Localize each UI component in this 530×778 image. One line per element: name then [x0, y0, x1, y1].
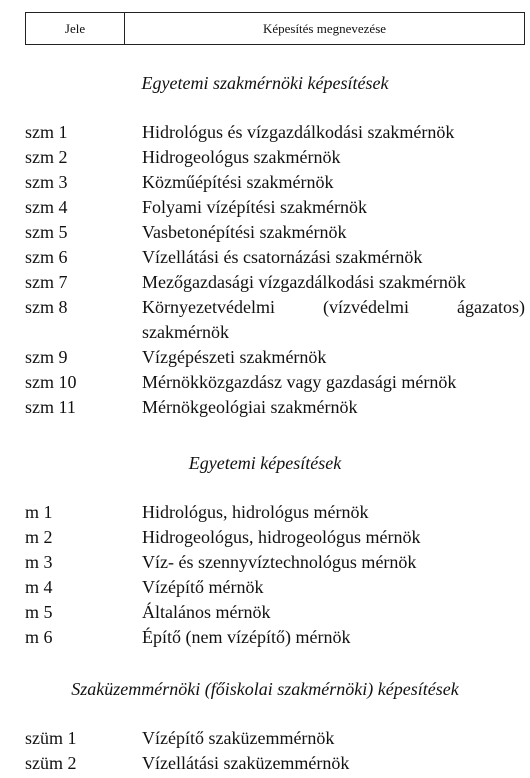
- item-name: Folyami vízépítési szakmérnök: [142, 197, 367, 217]
- list-item: [25, 120, 530, 145]
- list-college-specialist: [25, 726, 530, 776]
- item-code: szm 5: [25, 222, 68, 242]
- item-code: m 6: [25, 627, 53, 647]
- item-name: Vízellátási szaküzemmérnök: [142, 753, 350, 773]
- list-university-specialist: [25, 120, 530, 420]
- item-name: Vízépítő szaküzemmérnök: [142, 728, 335, 748]
- list-item: [25, 395, 530, 420]
- item-name: Hidrológus és vízgazdálkodási szakmérnök: [142, 122, 455, 142]
- list-item: [25, 525, 530, 550]
- item-code: m 1: [25, 502, 53, 522]
- item-code: szm 10: [25, 372, 77, 392]
- item-name: Vasbetonépítési szakmérnök: [142, 222, 347, 242]
- item-code: szm 7: [25, 272, 68, 292]
- list-item: [25, 270, 530, 295]
- item-code: szm 6: [25, 247, 68, 267]
- item-code: m 4: [25, 577, 53, 597]
- list-item: [25, 245, 530, 270]
- item-name: Mérnökközgazdász vagy gazdasági mérnök: [142, 372, 457, 392]
- item-code: szm 8: [25, 297, 68, 317]
- item-code: szm 3: [25, 172, 68, 192]
- item-name: Mérnökgeológiai szakmérnök: [142, 397, 358, 417]
- list-item: [25, 195, 530, 220]
- item-name: Víz- és szennyvíztechnológus mérnök: [142, 552, 417, 572]
- item-name: Vízellátási és csatornázási szakmérnök: [142, 247, 423, 267]
- item-code: m 3: [25, 552, 53, 572]
- list-item: [25, 170, 530, 195]
- list-item: [25, 726, 530, 751]
- list-item: [25, 295, 530, 345]
- item-name: Hidrogeológus szakmérnök: [142, 147, 341, 167]
- section-title-university: Egyetemi képesítések: [188, 453, 342, 473]
- item-name: Környezetvédelmi (vízvédelmi ágazatos) szakmérnök: [142, 297, 525, 342]
- item-name: Vízgépészeti szakmérnök: [142, 347, 327, 367]
- item-code: szüm 1: [25, 728, 77, 748]
- item-code: m 2: [25, 527, 53, 547]
- list-item: [25, 751, 530, 776]
- list-item: [25, 220, 530, 245]
- item-name: Vízépítő mérnök: [142, 577, 264, 597]
- list-item: [25, 500, 530, 525]
- item-name: Közműépítési szakmérnök: [142, 172, 334, 192]
- list-item: [25, 575, 530, 600]
- list-item: [25, 370, 530, 395]
- item-code: m 5: [25, 602, 53, 622]
- item-code: szüm 2: [25, 753, 77, 773]
- item-code: szm 1: [25, 122, 68, 142]
- list-item: [25, 600, 530, 625]
- item-name: Mezőgazdasági vízgazdálkodási szakmérnök: [142, 272, 466, 292]
- list-item: [25, 145, 530, 170]
- section-title-university-specialist: Egyetemi szakmérnöki képesítések: [141, 73, 389, 93]
- item-name: Építő (nem vízépítő) mérnök: [142, 627, 351, 647]
- item-name: Hidrogeológus, hidrogeológus mérnök: [142, 527, 421, 547]
- item-name: Hidrológus, hidrológus mérnök: [142, 502, 369, 522]
- item-code: szm 9: [25, 347, 68, 367]
- list-university: [25, 500, 530, 650]
- list-item: [25, 625, 530, 650]
- item-name: Általános mérnök: [142, 602, 271, 622]
- header-code-column: Jele: [26, 13, 125, 44]
- header-name-column: Képesítés megnevezése: [262, 20, 387, 36]
- item-code: szm 2: [25, 147, 68, 167]
- section-title-college-specialist: Szaküzemmérnöki (főiskolai szakmérnöki) képesítések: [71, 679, 459, 699]
- item-code: szm 4: [25, 197, 68, 217]
- header-table: [25, 12, 525, 45]
- item-code: szm 11: [25, 397, 76, 417]
- list-item: [25, 550, 530, 575]
- list-item: [25, 345, 530, 370]
